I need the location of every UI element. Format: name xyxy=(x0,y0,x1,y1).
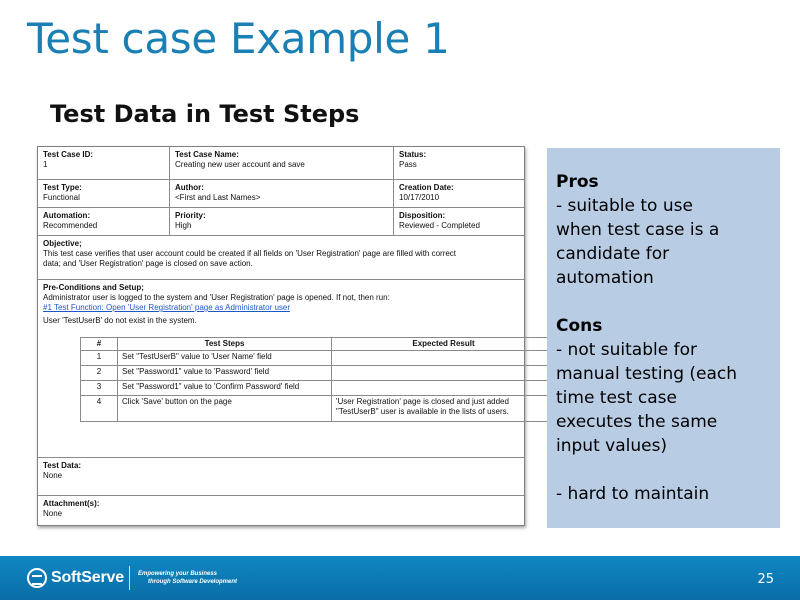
tc-row-objective xyxy=(38,236,524,280)
tc-status-value: Pass xyxy=(399,160,417,169)
softserve-logo xyxy=(27,566,124,590)
slide-subtitle: Test Data in Test Steps xyxy=(50,100,360,128)
tc-cell-creation-date xyxy=(393,180,524,207)
step-text: Set "TestUserB" value to 'User Name' field xyxy=(118,351,332,366)
step-text: Click 'Save' button on the page xyxy=(118,396,332,422)
table-row xyxy=(81,366,556,381)
tc-test-data-value: None xyxy=(43,471,63,480)
softserve-logo-icon xyxy=(27,568,47,588)
cons-line: input values) xyxy=(556,436,668,456)
pros-line: candidate for xyxy=(556,244,670,264)
tagline-line1: Empowering your Business xyxy=(138,571,218,577)
test-steps-table xyxy=(80,337,556,422)
tc-creation-date-value: 10/17/2010 xyxy=(399,193,440,202)
step-expected-line2: "TestUserB" user is available in the lists of users. xyxy=(336,407,509,416)
steps-header-steps: Test Steps xyxy=(118,338,332,351)
test-steps-header-row xyxy=(81,338,556,351)
tagline-line2: through Software Development xyxy=(148,579,238,585)
steps-header-expected: Expected Result xyxy=(332,338,556,351)
tc-row-automation xyxy=(38,208,524,236)
tc-preconditions-label: Pre-Conditions and Setup; xyxy=(43,283,144,292)
cons-line: - hard to maintain xyxy=(556,484,710,504)
step-text: Set "Password1" value to 'Password' field xyxy=(118,366,332,381)
step-num: 4 xyxy=(81,396,118,422)
step-expected xyxy=(332,351,556,366)
cons-line: time test case xyxy=(556,388,677,408)
tc-author-label: Author: xyxy=(175,183,204,192)
tc-preconditions-line2: User 'TestUserB' do not exist in the system. xyxy=(43,316,197,325)
page-number: 25 xyxy=(757,572,774,587)
tc-name-label: Test Case Name: xyxy=(175,150,239,159)
tc-objective-label: Objective; xyxy=(43,239,82,248)
tc-cell-attachments xyxy=(38,496,524,525)
slide-footer xyxy=(0,556,800,600)
tc-row-id xyxy=(38,147,524,180)
tc-automation-value: Recommended xyxy=(43,221,98,230)
step-num: 3 xyxy=(81,381,118,396)
pros-cons-panel xyxy=(547,148,780,528)
pros-line: - suitable to use xyxy=(556,196,693,216)
tc-priority-value: High xyxy=(175,221,192,230)
table-row xyxy=(81,396,556,422)
tc-name-value: Creating new user account and save xyxy=(175,160,305,169)
tc-creation-date-label: Creation Date: xyxy=(399,183,454,192)
tc-cell-test-data xyxy=(38,458,524,495)
tc-author-value: <First and Last Names> xyxy=(175,193,261,202)
tc-cell-priority xyxy=(169,208,393,235)
tc-type-value: Functional xyxy=(43,193,80,202)
cons-line: - not suitable for xyxy=(556,340,697,360)
tc-type-label: Test Type: xyxy=(43,183,82,192)
tc-disposition-value: Reviewed - Completed xyxy=(399,221,480,230)
panel-spacer xyxy=(556,458,772,482)
cons-line: executes the same xyxy=(556,412,718,432)
tc-objective-line2: data; and 'User Registration' page is closed on save action. xyxy=(43,259,253,268)
step-expected xyxy=(332,396,556,422)
tc-test-data-label: Test Data: xyxy=(43,461,82,470)
table-row xyxy=(81,381,556,396)
pros-line: automation xyxy=(556,268,654,288)
tc-cell-objective xyxy=(38,236,524,279)
tc-id-value: 1 xyxy=(43,160,48,169)
tc-objective-line1: This test case verifies that user account could be created if all fields on 'User Registration' page are filled with correct xyxy=(43,249,457,258)
footer-divider xyxy=(129,566,130,590)
step-num: 1 xyxy=(81,351,118,366)
panel-spacer xyxy=(556,290,772,314)
footer-tagline xyxy=(138,570,237,586)
step-num: 2 xyxy=(81,366,118,381)
step-expected-line1: 'User Registration' page is closed and just added xyxy=(336,397,509,406)
cons-line: manual testing (each xyxy=(556,364,738,384)
tc-id-label: Test Case ID: xyxy=(43,150,94,159)
tc-cell-author xyxy=(169,180,393,207)
step-expected xyxy=(332,366,556,381)
tc-cell-disposition xyxy=(393,208,524,235)
steps-header-num: # xyxy=(81,338,118,351)
tc-status-label: Status: xyxy=(399,150,427,159)
logo-text: SoftServe xyxy=(51,569,124,586)
tc-row-attachments xyxy=(38,496,524,525)
tc-priority-label: Priority: xyxy=(175,211,206,220)
tc-attachments-label: Attachment(s): xyxy=(43,499,100,508)
tc-cell-id xyxy=(38,147,169,179)
tc-preconditions-link[interactable]: #1 Test Function: Open 'User Registration' page as Administrator user xyxy=(43,303,291,312)
tc-row-type xyxy=(38,180,524,208)
tc-cell-automation xyxy=(38,208,169,235)
tc-cell-status xyxy=(393,147,524,179)
test-case-document xyxy=(37,146,525,526)
tc-disposition-label: Disposition: xyxy=(399,211,446,220)
cons-heading: Cons xyxy=(556,316,603,336)
tc-row-test-data xyxy=(38,458,524,496)
tc-automation-label: Automation: xyxy=(43,211,91,220)
step-text: Set "Password1" value to 'Confirm Password' field xyxy=(118,381,332,396)
tc-preconditions-line1: Administrator user is logged to the system and 'User Registration' page is opened. If not, then run: xyxy=(43,293,390,302)
slide-title: Test case Example 1 xyxy=(27,14,450,63)
pros-heading: Pros xyxy=(556,172,599,192)
pros-line: when test case is a xyxy=(556,220,720,240)
tc-attachments-value: None xyxy=(43,509,63,518)
step-expected xyxy=(332,381,556,396)
table-row xyxy=(81,351,556,366)
tc-cell-name xyxy=(169,147,393,179)
tc-cell-type xyxy=(38,180,169,207)
